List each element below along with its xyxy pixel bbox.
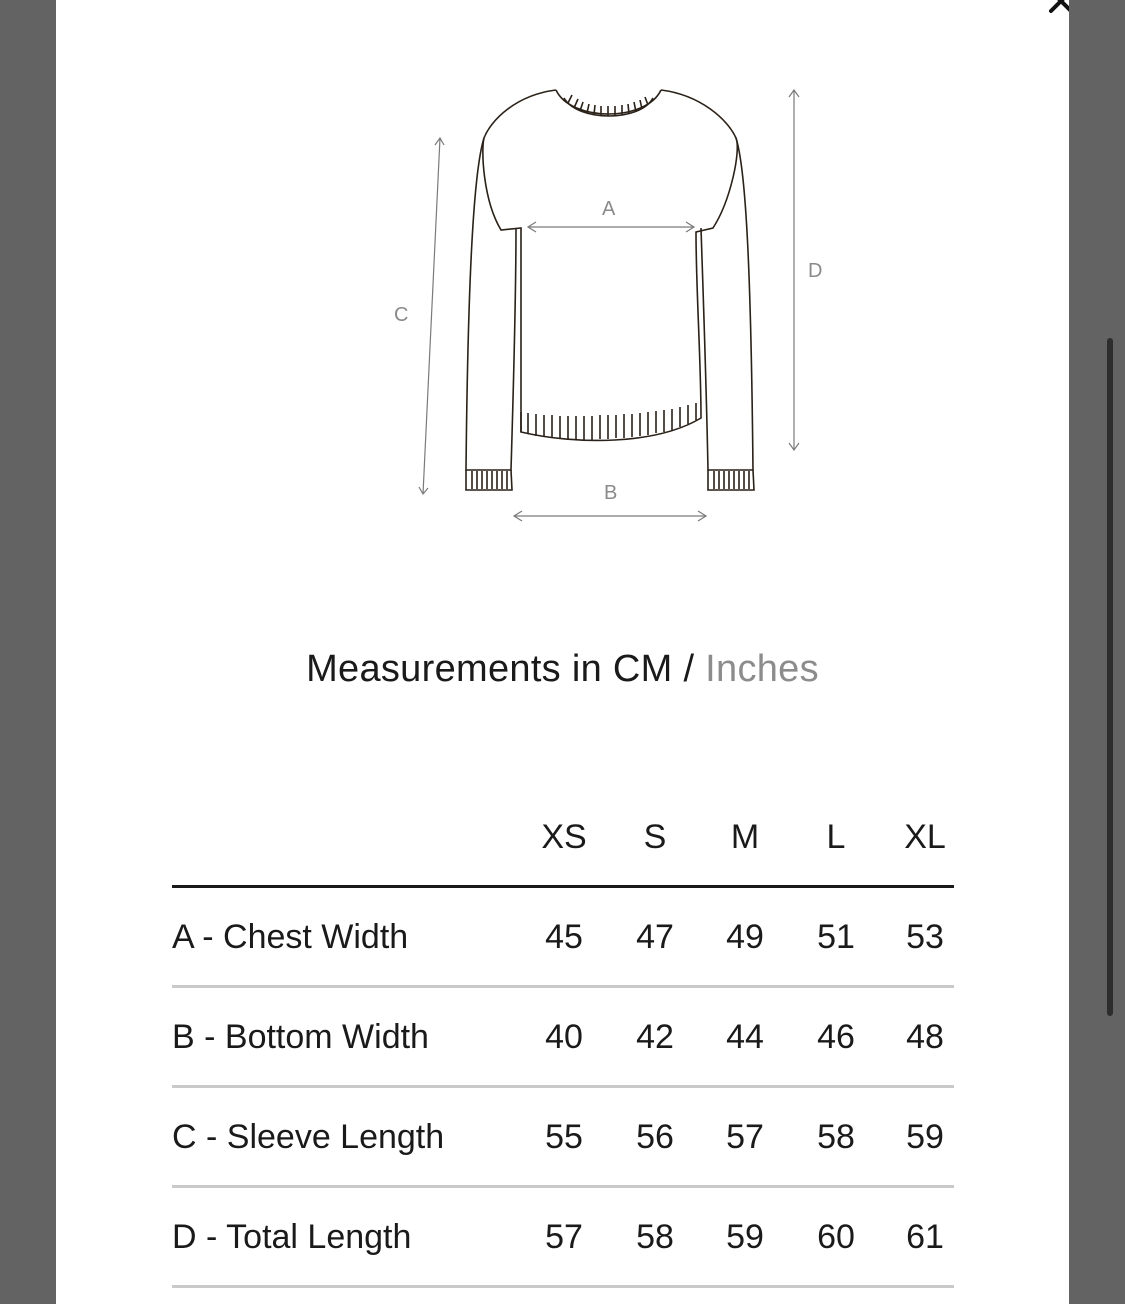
table-cell: 42 (636, 1018, 674, 1056)
size-header-m: M (730, 818, 760, 856)
units-separator: / (683, 648, 695, 690)
units-toggle (0, 648, 1125, 691)
close-icon (1046, 0, 1069, 16)
size-table (172, 810, 954, 1288)
table-row (172, 988, 954, 1088)
dimension-d-label: D (808, 260, 823, 282)
table-cell: 53 (906, 918, 944, 956)
dimension-a-label: A (602, 198, 616, 220)
table-row (172, 1088, 954, 1188)
dimension-c-label: C (394, 304, 409, 326)
sweater-diagram-icon (356, 70, 876, 540)
table-cell: 56 (636, 1118, 674, 1156)
table-cell: 57 (545, 1218, 583, 1256)
table-cell: 51 (817, 918, 855, 956)
size-header-xs: XS (541, 818, 587, 856)
size-header-xl: XL (904, 818, 946, 856)
units-cm-label[interactable]: Measurements in CM (306, 648, 673, 690)
row-label-bottom-width: B - Bottom Width (172, 1018, 429, 1056)
table-cell: 57 (726, 1118, 764, 1156)
table-cell: 59 (726, 1218, 764, 1256)
table-cell: 60 (817, 1218, 855, 1256)
table-cell: 61 (906, 1218, 944, 1256)
table-cell: 58 (817, 1118, 855, 1156)
size-header-s: S (643, 818, 667, 856)
table-cell: 59 (906, 1118, 944, 1156)
size-header-l: L (826, 818, 846, 856)
table-cell: 58 (636, 1218, 674, 1256)
table-row (172, 888, 954, 988)
table-cell: 49 (726, 918, 764, 956)
table-cell: 47 (636, 918, 674, 956)
table-cell: 40 (545, 1018, 583, 1056)
table-row (172, 1188, 954, 1288)
units-inches-toggle[interactable]: Inches (705, 648, 819, 690)
table-cell: 45 (545, 918, 583, 956)
close-button[interactable] (1046, 0, 1069, 16)
row-label-sleeve-length: C - Sleeve Length (172, 1118, 445, 1156)
dimension-b-label: B (604, 482, 618, 504)
table-cell: 46 (817, 1018, 855, 1056)
row-label-chest-width: A - Chest Width (172, 918, 409, 956)
size-header-row (172, 810, 954, 888)
table-cell: 44 (726, 1018, 764, 1056)
table-cell: 55 (545, 1118, 583, 1156)
garment-diagram (356, 70, 876, 540)
row-label-total-length: D - Total Length (172, 1218, 412, 1256)
table-cell: 48 (906, 1018, 944, 1056)
scrollbar[interactable] (1107, 338, 1113, 1016)
